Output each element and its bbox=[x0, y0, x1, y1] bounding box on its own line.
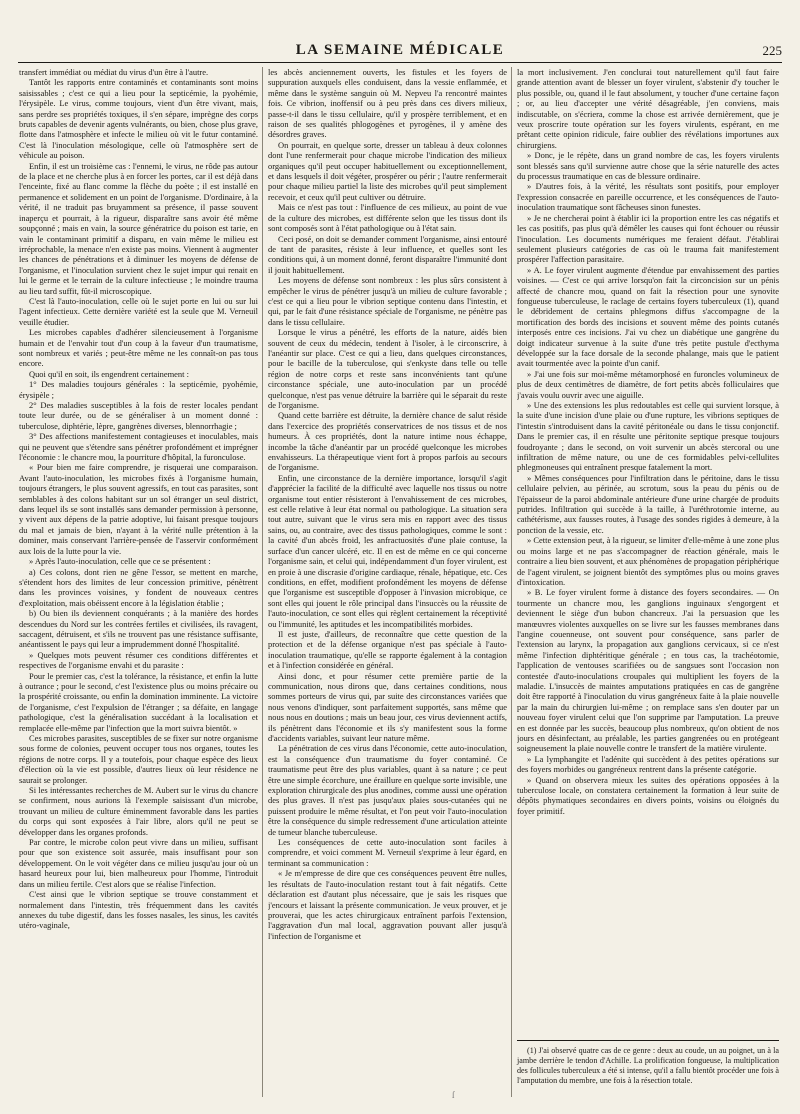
paragraph: Par contre, le microbe colon peut vivre dans un milieu, suffisant pour que son existence soit assurée, mais insuffisant pour son développement. On le voit végéter dans ce milieu jusqu'au jour où un hasard heureux pour lui, bien malheureux pour l'homme, l'introduit dans un milieu fertile. C'est alors que se réalise l'infection. bbox=[19, 837, 258, 889]
footnote-rule bbox=[517, 1040, 779, 1041]
paragraph: Ces microbes parasites, susceptibles de se fixer sur notre organisme sous forme de colonies, peuvent occuper tous nos organes, toutes les régions de notre corps. Il y a toutefois, pour chaque espèce des lieux d'élection où la vie est possible, d'autres lieux où leur résidence ne saurait se prolonger. bbox=[19, 733, 258, 785]
paragraph: « Pour bien me faire comprendre, je risquerai une comparaison. Avant l'auto-inoculation, les microbes fixés à l'organisme humain, toujours étrangers, le plus souvent agressifs, en tout cas parasites, sont semblables à des colons habitant sur un sol étranger un seul district, dans lequel ils se sont installés sans demander permission à personne, y vivent aux dépens de la patrie adoptive, lui faisant presque toujours du mal et jamais de bien, n'ayant à la vérité nulle prétention à la dominer, mais conservant l'arrière-pensée de l'asservir conformément aux lois de la lutte pour la vie. bbox=[19, 462, 258, 556]
paragraph: » Une des extensions les plus redoutables est celle qui survient lorsque, à la suite d'une incision d'une plaie ou d'une rupture, les vibrions septiques de l'intestin s'introduisent dans la cavité péritonéale ou dans le tissu conjonctif. Dans le premier cas, il en résulte une péritonite septique presque toujours foudroyante ; dans le second, on voit survenir un abcès stercoral ou une infiltration de même nature, ou une de ces formidables pelvi-cellulites phlegmoneuses qui entraînent presque fatalement la mort. bbox=[517, 400, 779, 473]
paragraph: Quand cette barrière est détruite, la dernière chance de salut réside dans l'exercice des propriétés conservatrices de nos tissus et de nos humeurs. À ces propriétés, dont la nature intime nous échappe, incombe la tâche d'anéantir par un procédé quelconque les microbes envahisseurs. La thérapeutique vient fort à propos parfois au secours de l'organisme. bbox=[268, 410, 507, 473]
text-column-2 bbox=[268, 67, 507, 1107]
text-column-1 bbox=[19, 67, 258, 1107]
paragraph: » La lymphangite et l'adénite qui succèdent à des petites opérations sur des foyers morbides ou gangréneux rentrent dans la présente catégorie. bbox=[517, 753, 779, 775]
paragraph: les abcès anciennement ouverts, les fistules et les foyers de suppuration auxquels elles conduisent, dans la vessie enflammée, et même dans le système sanguin où M. Nepveu l'a rencontré maintes fois. Ce vibrion, inoffensif ou à peu près dans ces divers milieux, passe-t-il dans le tissu cellulaire, qu'il y prospère terriblement, et en raison de ses qualités phlogogènes et pyrogènes, il y amène des désordres graves. bbox=[268, 67, 507, 140]
paragraph: La pénétration de ces virus dans l'économie, cette auto-inoculation, est la conséquence d'un traumatisme du foyer contaminé. Ce traumatisme peut être des plus variables, quant à sa nature ; ce peut être une simple écorchure, une éraillure en quelque sorte invisible, une exploration chirurgicale des plus anodines, comme aussi une opération des plus graves. Il n'est pas jusqu'aux plaies sous-cutanées qui ne puissent produire le même résultat, et l'on peut voir l'auto-inoculation être la conséquence du simple redressement d'une articulation atteinte de tumeur blanche tuberculeuse. bbox=[268, 743, 507, 837]
paragraph: » Quelques mots peuvent résumer ces conditions différentes et respectives de l'organisme envahi et du parasite : bbox=[19, 649, 258, 671]
paragraph: Les microbes capables d'adhérer silencieusement à l'organisme humain et de l'envahir tout d'un coup à la faveur d'un traumatisme, sont nombreux et variés ; peut-être même ne les connaît-on pas tous encore. bbox=[19, 327, 258, 369]
paragraph: » B. Le foyer virulent forme à distance des foyers secondaires. — On tourmente un chancre mou, les ganglions inguinaux s'engorgent et deviennent le siège d'un bubon chancreux. J'ai la persuasion que les manœuvres violentes auxquelles on se livre sur les fausses membranes dans l'angine couenneuse, ont souvent pour conséquence, sans parler de l'extension au larynx, la propagation aux ganglions cervicaux, si ce n'est même l'infection diphtéritique générale ; en tous cas, la trachéotomie, l'application de ventouses scarifiées ou de sangsues sont l'occasion non contestée d'auto-inoculations croupales qui multiplient les foyers de la maladie. L'insuccès de maintes amputations pratiquées en cas de gangrène doit être rapporté à l'inoculation du virus gangréneux faite à la plaie nouvelle par la main du chirurgien lui-même ; on remplace sans s'en douter par un nouveau foyer virulent celui que l'on supprime par l'amputation. La preuve en est donnée par les succès, beaucoup plus nombreux, qu'on obtient de nos jours en désinfectant, au préalable, les parties gangrenées ou en protégeant soigneusement la plaie nouvelle contre le transfert de la matière virulente. bbox=[517, 587, 779, 754]
paragraph: Lorsque le virus a pénétré, les efforts de la nature, aidés bien souvent de ceux du médecin, tendent à l'isoler, à le circonscrire, à l'anéantir sur place. C'est ce qui a lieu, dans quelques circonstances, pour le bacille de la tuberculose, qui s'enkyste dans telle ou telle région de notre corps et reste sans inconvénients tant qu'une circonstance spéciale, une auto-inoculation par un procédé quelconque, n'est pas venue détruire la barrière qui le séparait du reste de l'organisme. bbox=[268, 327, 507, 410]
paragraph: Mais ce n'est pas tout : l'influence de ces milieux, au point de vue de la culture des microbes, est différente selon que les tissus dont ils sont composés sont à l'état pathologique ou à l'état sain. bbox=[268, 202, 507, 234]
paragraph: » Après l'auto-inoculation, celle que ce se présentent : bbox=[29, 556, 211, 567]
page-mark: ſ bbox=[452, 1090, 455, 1100]
paragraph: a) Ces colons, dont rien ne gêne l'essor, se mettent en marche, s'étendent hors des limites de leur concession primitive, pénètrent dans les provinces voisines, y fondent de nouveaux centres d'exploitation, mais obéissent encore à la législation établie ; bbox=[19, 566, 258, 608]
paragraph: » A. Le foyer virulent augmente d'étendue par envahissement des parties voisines. — C'est ce qui arrive lorsqu'on fait la circoncision sur un pénis affecté de chancre mou, quand on fait la résection pour une synovite fongueuse tuberculeuse, le raclage de certains foyers tuberculeux (1), quand le débridement de certains phlegmons diffus s'accompagne de la mortification des bords des incisions et souvent même des points cutanés interposés entre ces incisions. J'ai vu chez un diabétique une gangrène du doigt indicateur survenue à la suite d'une très petite pustule d'ecthyma développée sur la face dorsale de la seconde phalange, mais que le patient avait tourmentée avec la pointe d'un canif. bbox=[517, 264, 779, 369]
paragraph: 1° Des maladies toujours générales : la septicémie, pyohémie, érysipèle ; bbox=[19, 379, 258, 400]
paragraph: « Je m'empresse de dire que ces conséquences peuvent être nulles, les résultats de l'auto-inoculation restant tout à fait négatifs. Cette déclaration est d'autant plus nécessaire, que je sais les risques que j'encours et laissant la présente communication. Je veux prouver, et je prouverai, que les actes chirurgicaux entraînent parfois l'extension, l'aggravation d'un mal local, aggravation pouvant aller jusqu'à l'infection de l'organisme et bbox=[268, 868, 507, 941]
paragraph: Tantôt les rapports entre contaminés et contaminants sont moins saisissables ; c'est ce qui a lieu pour la septicémie, la pyohémie, l'érysipèle. Le virus, comme toujours, vient d'un être vivant, mais, sans perdre ses propriétés toxiques, il s'en sépare, imprègne des corps bruts capables de devenir agents vulnérants, ou bien, chose plus grave, flotte dans l'atmosphère et infecte le milieu où vit le futur contaminé. C'est là l'inoculation mésologique, celle où l'atmosphère sert de véhicule au poison. bbox=[19, 77, 258, 161]
paragraph: » Mêmes conséquences pour l'infiltration dans le péritoine, dans le tissu cellulaire pelvien, au périnée, au scrotum, sous la peau du pénis ou de l'épaisseur de la paroi abdominale antérieure d'une urine chargée de produits putrides. Infiltration qui succède à la taille, à l'uréthrotomie interne, au cathétérisme, aux fausses routes, à l'usage des sondes rigides à demeure, à la ponction de la vessie, etc. bbox=[517, 472, 779, 535]
paragraph: 3° Des affections manifestement contagieuses et inoculables, mais qui ne peuvent que s'étendre sans pénétrer profondément et imprégner l'économie : le chancre mou, la pourriture d'hôpital, la furonculose. bbox=[19, 431, 258, 463]
paragraph: Enfin, une circonstance de la dernière importance, lorsqu'il s'agit d'apprécier la facilité de la difficulté avec laquelle nos tissus ou notre organisme tout entier résisteront à l'envahissement de ces microbes, est celle relative à leur état normal ou pathologique. La situation sera tout autre, suivant que le virus sera mis en rapport avec des tissus sains, ou, au contraire, avec des tissus pathologiques, comme le sont : la cavité d'un abcès froid, les anfractuosités d'une plaie contuse, la surface d'un cancer ulcéré, etc. Il en est de même en ce qui concerne l'organisme sain, et celui qui, indépendamment d'un foyer virulent, est en proie à une discrasie d'origine cardiaque, rénale, hépatique, etc. Ces conditions, en effet, modifient profondément les moyens de défense que l'organisme est susceptible d'opposer à l'invasion microbique, ce sont elles qui jouent le rôle principal dans l'insuccès ou la réussite de l'auto-inoculation, ce sont elles qui règlent certainement la réceptivité ou l'immunité, les aptitudes et les incompatibilités morbides. bbox=[268, 472, 507, 629]
paragraph: » J'ai une fois sur moi-même métamorphosé en furoncles volumineux de plus de deux centimètres de diamètre, de fort petits abcès folliculaires que j'avais voulu ouvrir avec une aiguille. bbox=[517, 368, 779, 400]
footnote-text: (1) J'ai observé quatre cas de ce genre : deux au coude, un au poignet, un à la jambe derrière le tendon d'Achille. La prolification fongueuse, la multiplication des follicules tuberculeux a été si intense, qu'il a fallu bientôt procéder une fois à l'amputation du membre, une fois à la résection totale. bbox=[517, 1046, 779, 1085]
paragraph: Ceci posé, on doit se demander comment l'organisme, ainsi entouré de tant de parasites, résiste à leur influence, et quelles sont les conditions qui, à un moment donné, feront disparaître l'immunité dont il jouit habituellement. bbox=[268, 233, 507, 275]
paragraph: 2° Des maladies susceptibles à la fois de rester locales pendant toute leur durée, ou de se généraliser à un moment donné : tuberculose, diphtérie, lèpre, gangrènes diverses, blennorrhagie ; bbox=[19, 400, 258, 431]
paragraph: » Quand on observera mieux les suites des opérations opposées à la tuberculose locale, on constatera certainement la formation à leur suite de dépôts phymatiques secondaires en divers points, voisins ou éloignés du foyer primitif. bbox=[517, 774, 779, 816]
paragraph: » D'autres fois, à la vérité, les résultats sont positifs, pour employer l'expression consacrée en pareille occurrence, et les conséquences de l'auto-inoculation traumatique sont fâcheuses sinon funestes. bbox=[517, 181, 779, 213]
paragraph: Les conséquences de cette auto-inoculation sont faciles à comprendre, et voici comment M. Verneuil s'exprime à leur égard, en terminant sa communication : bbox=[268, 837, 507, 868]
page-header bbox=[18, 42, 782, 62]
paragraph: » Cette extension peut, à la rigueur, se limiter d'elle-même à une zone plus ou moins large et ne pas s'accompagner de réaction générale, mais le contraire a lieu bien souvent, et aux phénomènes de propagation périphérique de l'agent virulent, se joignent bientôt des symptômes plus ou moins graves d'intoxication. bbox=[517, 535, 779, 587]
paragraph: b) Ou bien ils deviennent conquérants ; à la manière des hordes descendues du Nord sur les contrées fertiles et civilisées, ils ravagent, saccagent, détruisent, et s'ils ne trouvent pas une résistance suffisante, anéantissent le pays qui leur a imprudemment donné l'hospitalité. bbox=[19, 608, 258, 650]
page-number: 225 bbox=[762, 43, 782, 58]
footnote bbox=[517, 1046, 779, 1086]
paragraph: » Donc, je le répète, dans un grand nombre de cas, les foyers virulents sont blessés sans qu'il survienne autre chose que la série naturelle des actes du processus traumatique en cas de blessure ordinaire. bbox=[517, 150, 779, 182]
column-divider bbox=[262, 67, 263, 1097]
paragraph: Ainsi donc, et pour résumer cette première partie de la communication, nous dirons que, dans certaines conditions, nous sommes porteurs de virus qui, par suite des circonstances variées que nous venons d'indiquer, sont parfaitement supportés, sans même que nous nous en doutions ; mais un beau jour, ces virus deviennent actifs, ils pénètrent dans l'économie et ils s'y manifestent sous la forme d'accidents variables, suivant leur nature même. bbox=[268, 670, 507, 743]
paragraph: C'est là l'auto-inoculation, celle où le sujet porte en lui ou sur lui l'agent infectieux. Cette dernière variété est la seule que M. Verneuil veuille étudier. bbox=[19, 295, 258, 327]
paragraph: Quoi qu'il en soit, ils engendrent certainement : bbox=[29, 368, 189, 379]
paragraph: Les moyens de défense sont nombreux : les plus sûrs consistent à empêcher le virus de pénétrer jusqu'à un milieu de culture favorable ; c'est ce qui a lieu pour le vibrion septique contenu dans l'intestin, et qui, par le fait d'une résistance spéciale de l'organisme, ne pénètre pas dans le tissu cellulaire. bbox=[268, 275, 507, 327]
journal-title: LA SEMAINE MÉDICALE bbox=[295, 42, 505, 58]
paragraph: la mort inclusivement. J'en conclurai tout naturellement qu'il faut faire grande attention avant de blesser un foyer virulent, s'abstenir d'y toucher le plus possible, ou, quand il le faut absolument, y toucher d'une certaine façon ; or, au lieu d'accepter une vérité désagréable, j'en conviens, mais indiscutable, on s'écriera, comme la chose est arrivée dernièrement, que je veux proscrire toute opération sur les foyers virulents, espérant, en me prêtant cette opinion ridicule, faire oublier des révélations importunes aux chirurgiens. bbox=[517, 67, 779, 150]
paragraph: Pour le premier cas, c'est la tolérance, la résistance, et enfin la lutte à outrance ; pour le second, c'est l'existence plus ou moins précaire ou la prospérité croissante, ou enfin la domination imminente. La victoire de l'organisme, c'est l'expulsion de l'étranger ; sa défaite, en langage pathologique, c'est la généralisation succédant à la localisation et remplacée elle-même par l'infection que la mort suivra bientôt. » bbox=[19, 670, 258, 733]
paragraph: C'est ainsi que le vibrion septique se trouve constamment et normalement dans l'intestin, très fréquemment dans les cavités annexes du tube digestif, dans les fosses nasales, les sinus, les cavités utéro-vaginale, bbox=[19, 889, 258, 931]
header-rule bbox=[18, 62, 782, 63]
paragraph: » Je ne chercherai point à établir ici la proportion entre les cas négatifs et les cas positifs, pas plus qu'à démêler les causes qui font échouer ou réussir l'inoculation. Les documents numériques me feraient défaut. J'établirai seulement plusieurs catégories de cas où le trauma fait manifestement prospérer l'affection parasitaire. bbox=[517, 212, 779, 265]
paragraph: Enfin, il est un troisième cas : l'ennemi, le virus, ne rôde pas autour de la place et ne cherche plus à en forcer les portes, car il est déjà dans l'enceinte, fixé au flanc comme la flèche du poète ; il est installé en permanence et solidement en un point de l'organisme. D'ordinaire, à la vérité, il ne traduit pas bruyamment sa présence, il passe souvent inaperçu et pourrait, à la rigueur, disparaître sans avoir été même soupçonné ; mais en vain, la source génératrice du poison est tarie, en vain le contaminant primitif a disparu, en vain même le milieu est irréprochable, la menace n'en existe pas moins. Viennent à augmenter les chances de pénétrations et à diminuer les moyens de défense de l'organisme, et l'inoculation survient chez le sujet impur qui renait en lui le germe et le terrain de la culture infectieuse ; le moindre trauma au lieu tard suffit, fût-il microscopique. bbox=[19, 160, 258, 296]
column-divider bbox=[511, 67, 512, 1097]
paragraph: Il est juste, d'ailleurs, de reconnaître que cette question de la protection et de la défense organique n'est pas spéciale à l'auto-inoculation traumatique, qu'elle se rapporte également à la contagion et à l'infection considérée en général. bbox=[268, 628, 507, 671]
paragraph: transfert immédiat ou médiat du virus d'un être à l'autre. bbox=[19, 67, 209, 77]
paragraph: Si les intéressantes recherches de M. Aubert sur le virus du chancre se confirment, nous aurions là l'exemple saisissant d'un microbe, trouvant un milieu de culture éminemment favorable dans les parties du corps qui sont exposées à l'air libre, alors qu'il ne peut se développer dans les organes profonds. bbox=[19, 785, 258, 837]
text-column-3 bbox=[517, 67, 779, 1107]
paragraph: On pourrait, en quelque sorte, dresser un tableau à deux colonnes dont l'une renfermerait pour chaque microbe l'indication des milieux organiques qu'il peut occuper habituellement ou exceptionnellement, et dans lesquels il doit végéter, prospérer ou périr ; l'autre renfermerait pour chaque milieu partiel la liste des microbes qu'il peut simplement recevoir, et ceux qu'il peut cultiver ou détruire. bbox=[268, 139, 507, 202]
